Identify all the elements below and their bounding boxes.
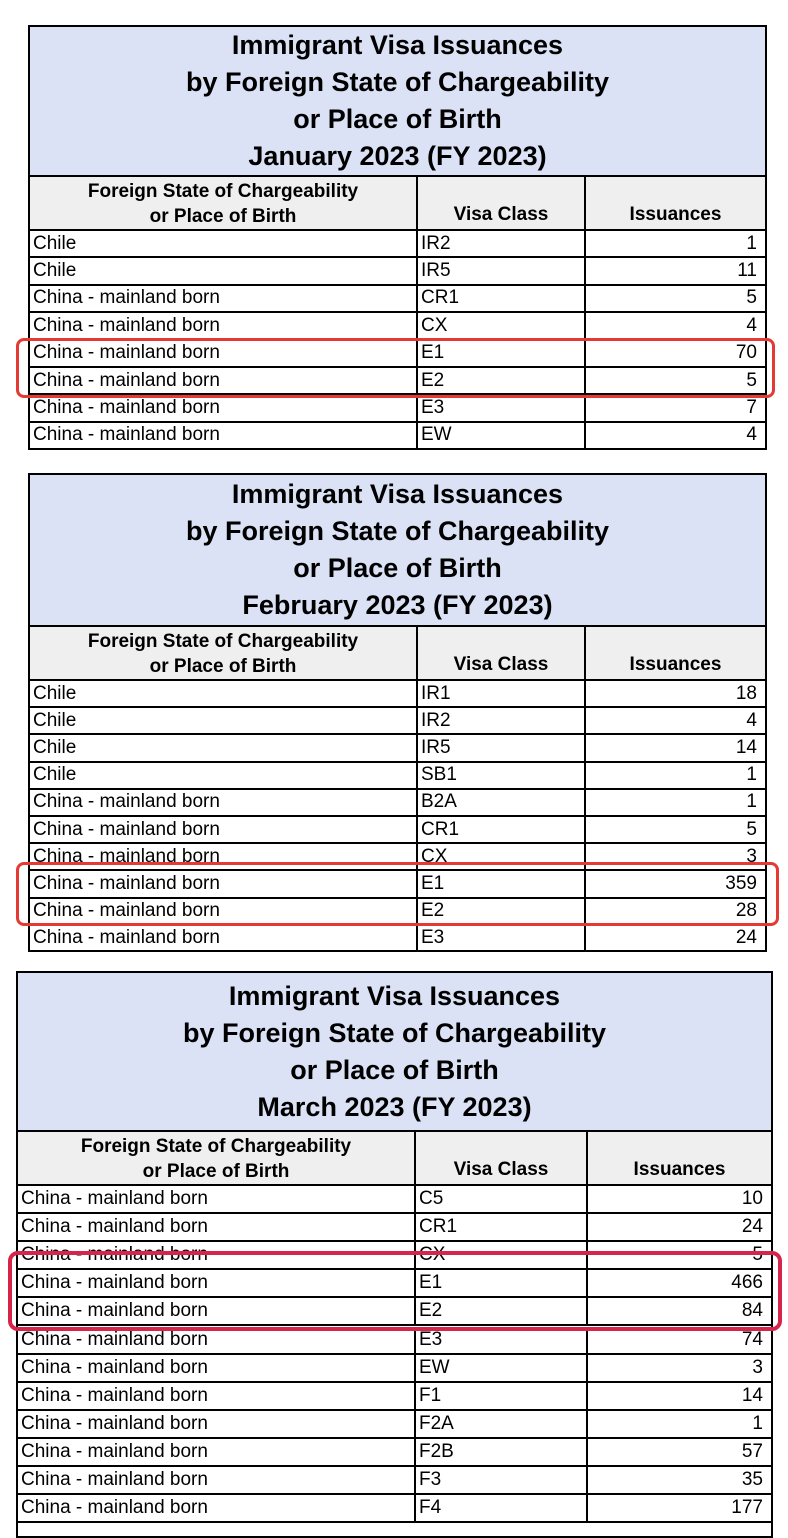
cell-visa-class: EW bbox=[416, 1355, 588, 1381]
cell-visa-class: E2 bbox=[418, 899, 586, 924]
table-row bbox=[30, 286, 765, 313]
cell-visa-class: E2 bbox=[418, 368, 586, 393]
cell-state: China - mainland born bbox=[18, 1355, 416, 1381]
cell-issuances: 57 bbox=[741, 1440, 763, 1462]
cell-visa-class: F2B bbox=[416, 1439, 588, 1465]
header-visa-class: Visa Class bbox=[418, 627, 586, 679]
table-row bbox=[30, 735, 765, 762]
cell-issuances: 70 bbox=[735, 342, 757, 364]
cell-state: China - mainland born bbox=[30, 844, 418, 869]
cell-visa-class: F4 bbox=[416, 1495, 588, 1521]
table-row bbox=[30, 313, 765, 340]
table-row bbox=[18, 1270, 771, 1298]
header-issuances: Issuances bbox=[629, 654, 722, 675]
title-line-1: Immigrant Visa Issuances bbox=[228, 980, 561, 1011]
title-line-4: January 2023 (FY 2023) bbox=[248, 141, 547, 171]
cell-issuances: 1 bbox=[746, 764, 757, 786]
header-visa-class: Visa Class bbox=[416, 1132, 588, 1184]
table-row bbox=[18, 1439, 771, 1467]
table-row bbox=[18, 1495, 771, 1523]
table-row bbox=[30, 871, 765, 898]
cell-state: China - mainland born bbox=[18, 1467, 416, 1493]
table-title bbox=[18, 973, 771, 1132]
cell-state: China - mainland born bbox=[30, 341, 418, 366]
title-line-1: Immigrant Visa Issuances bbox=[231, 30, 564, 60]
cell-issuances: 1 bbox=[746, 791, 757, 813]
visa-table-1 bbox=[28, 25, 767, 450]
table-header-row bbox=[30, 627, 765, 681]
cell-issuances: 28 bbox=[735, 900, 757, 922]
table-row bbox=[30, 681, 765, 708]
cell-state: China - mainland born bbox=[30, 871, 418, 896]
title-line-2: by Foreign State of Chargeability bbox=[185, 516, 610, 546]
title-line-3: or Place of Birth bbox=[293, 104, 502, 134]
cell-visa-class: IR5 bbox=[418, 258, 586, 283]
header-state bbox=[30, 177, 418, 229]
cell-state: China - mainland born bbox=[30, 313, 418, 338]
visa-table-2 bbox=[28, 473, 767, 952]
table-row bbox=[30, 708, 765, 735]
cell-issuances: 5 bbox=[746, 287, 757, 309]
cell-state: Chile bbox=[30, 258, 418, 283]
cell-visa-class: F3 bbox=[416, 1467, 588, 1493]
cell-issuances: 5 bbox=[746, 818, 757, 840]
table-row bbox=[30, 395, 765, 422]
cell-state: China - mainland born bbox=[18, 1298, 416, 1324]
table-row bbox=[30, 231, 765, 258]
table-row bbox=[18, 1298, 771, 1326]
cell-state: China - mainland born bbox=[18, 1270, 416, 1296]
visa-table-3 bbox=[16, 971, 773, 1538]
header-issuances: Issuances bbox=[629, 204, 722, 225]
cell-visa-class: E1 bbox=[418, 871, 586, 896]
header-visa-class: Visa Class bbox=[418, 177, 586, 229]
cell-issuances: 3 bbox=[746, 845, 757, 867]
table-row bbox=[30, 763, 765, 790]
table-row bbox=[30, 423, 765, 450]
cell-state: China - mainland born bbox=[18, 1439, 416, 1465]
cell-state: Chile bbox=[30, 681, 418, 706]
cell-visa-class: CX bbox=[418, 844, 586, 869]
header-state bbox=[18, 1132, 416, 1184]
header-state-line1: Foreign State of Chargeability bbox=[87, 181, 359, 202]
cell-visa-class: E3 bbox=[416, 1327, 588, 1353]
cell-visa-class: F1 bbox=[416, 1383, 588, 1409]
table-row bbox=[30, 899, 765, 926]
cell-visa-class: E1 bbox=[416, 1270, 588, 1296]
cell-issuances: 5 bbox=[746, 369, 757, 391]
cell-state: China - mainland born bbox=[18, 1495, 416, 1521]
cell-visa-class: CX bbox=[416, 1242, 588, 1268]
table-header-row bbox=[30, 177, 765, 231]
cell-visa-class: E1 bbox=[418, 341, 586, 366]
cell-issuances: 1 bbox=[752, 1412, 763, 1434]
table-row bbox=[30, 790, 765, 817]
cell-visa-class: SB1 bbox=[418, 763, 586, 788]
title-line-4: March 2023 (FY 2023) bbox=[257, 1091, 532, 1122]
table-title bbox=[30, 475, 765, 627]
cell-state: China - mainland born bbox=[18, 1383, 416, 1409]
cell-state: China - mainland born bbox=[30, 368, 418, 393]
cell-issuances: 1 bbox=[746, 232, 757, 254]
header-issuances: Issuances bbox=[633, 1159, 726, 1180]
table-row bbox=[18, 1214, 771, 1242]
cell-visa-class: E2 bbox=[416, 1298, 588, 1324]
cell-state: Chile bbox=[30, 708, 418, 733]
table-row bbox=[18, 1467, 771, 1495]
cell-visa-class: CR1 bbox=[416, 1214, 588, 1240]
cell-state: China - mainland born bbox=[30, 790, 418, 815]
cell-visa-class: E3 bbox=[418, 926, 586, 951]
cell-visa-class: CR1 bbox=[418, 286, 586, 311]
title-line-2: by Foreign State of Chargeability bbox=[182, 1017, 607, 1048]
cell-visa-class: IR1 bbox=[418, 681, 586, 706]
cell-visa-class: IR2 bbox=[418, 708, 586, 733]
cell-issuances: 11 bbox=[737, 260, 757, 282]
header-state-line2: or Place of Birth bbox=[149, 656, 297, 677]
cell-issuances: 4 bbox=[746, 709, 757, 731]
cell-state: China - mainland born bbox=[18, 1411, 416, 1437]
cell-issuances: 4 bbox=[746, 314, 757, 336]
cell-issuances: 24 bbox=[741, 1216, 763, 1238]
table-row bbox=[30, 817, 765, 844]
cell-state: Chile bbox=[30, 231, 418, 256]
cell-issuances: 10 bbox=[741, 1188, 763, 1210]
cell-state: Chile bbox=[30, 735, 418, 760]
table-row bbox=[30, 926, 765, 952]
cell-visa-class: C5 bbox=[416, 1186, 588, 1212]
cell-issuances: 74 bbox=[741, 1328, 763, 1350]
cell-issuances: 35 bbox=[741, 1469, 763, 1491]
cell-issuances: 5 bbox=[752, 1244, 763, 1266]
table-row bbox=[18, 1355, 771, 1383]
table-row bbox=[30, 368, 765, 395]
header-state bbox=[30, 627, 418, 679]
cell-state: China - mainland born bbox=[30, 286, 418, 311]
title-line-1: Immigrant Visa Issuances bbox=[231, 479, 564, 509]
cell-issuances: 24 bbox=[735, 927, 757, 949]
cell-issuances: 359 bbox=[725, 872, 757, 894]
cell-state: China - mainland born bbox=[18, 1214, 416, 1240]
title-line-2: by Foreign State of Chargeability bbox=[185, 67, 610, 97]
table-row bbox=[30, 844, 765, 871]
cell-state: China - mainland born bbox=[30, 817, 418, 842]
cell-issuances: 14 bbox=[735, 736, 757, 758]
table-row bbox=[30, 341, 765, 368]
header-state-line1: Foreign State of Chargeability bbox=[87, 631, 359, 652]
cell-visa-class: CR1 bbox=[418, 817, 586, 842]
table-header-row bbox=[18, 1132, 771, 1186]
title-line-3: or Place of Birth bbox=[290, 1054, 499, 1085]
title-line-3: or Place of Birth bbox=[293, 553, 502, 583]
cell-visa-class: F2A bbox=[416, 1411, 588, 1437]
cell-state: China - mainland born bbox=[18, 1186, 416, 1212]
table-row bbox=[18, 1242, 771, 1270]
table-row bbox=[30, 258, 765, 285]
cell-state: Chile bbox=[30, 763, 418, 788]
cell-issuances: 3 bbox=[752, 1356, 763, 1378]
table-row bbox=[18, 1411, 771, 1439]
cell-state: China - mainland born bbox=[18, 1327, 416, 1353]
cell-visa-class: EW bbox=[418, 423, 586, 448]
table-row bbox=[18, 1186, 771, 1214]
cell-visa-class: CX bbox=[418, 313, 586, 338]
cell-state: China - mainland born bbox=[18, 1242, 416, 1268]
cell-issuances: 14 bbox=[741, 1384, 763, 1406]
cell-state: China - mainland born bbox=[30, 926, 418, 951]
cell-visa-class: IR2 bbox=[418, 231, 586, 256]
cell-visa-class: B2A bbox=[418, 790, 586, 815]
cell-visa-class: E3 bbox=[418, 395, 586, 420]
cell-issuances: 18 bbox=[735, 682, 757, 704]
cell-state: China - mainland born bbox=[30, 899, 418, 924]
cell-state: China - mainland born bbox=[30, 423, 418, 448]
table-title bbox=[30, 27, 765, 177]
title-line-4: February 2023 (FY 2023) bbox=[242, 590, 553, 620]
cell-visa-class: IR5 bbox=[418, 735, 586, 760]
header-state-line1: Foreign State of Chargeability bbox=[80, 1136, 352, 1157]
table-row bbox=[18, 1327, 771, 1355]
cell-issuances: 84 bbox=[741, 1300, 763, 1322]
table-row bbox=[18, 1383, 771, 1411]
cell-issuances: 4 bbox=[746, 424, 757, 446]
cell-issuances: 177 bbox=[731, 1497, 763, 1519]
cell-state: China - mainland born bbox=[30, 395, 418, 420]
header-state-line2: or Place of Birth bbox=[149, 206, 297, 227]
cell-issuances: 466 bbox=[731, 1272, 763, 1294]
cell-issuances: 7 bbox=[746, 397, 757, 419]
header-state-line2: or Place of Birth bbox=[142, 1161, 290, 1182]
